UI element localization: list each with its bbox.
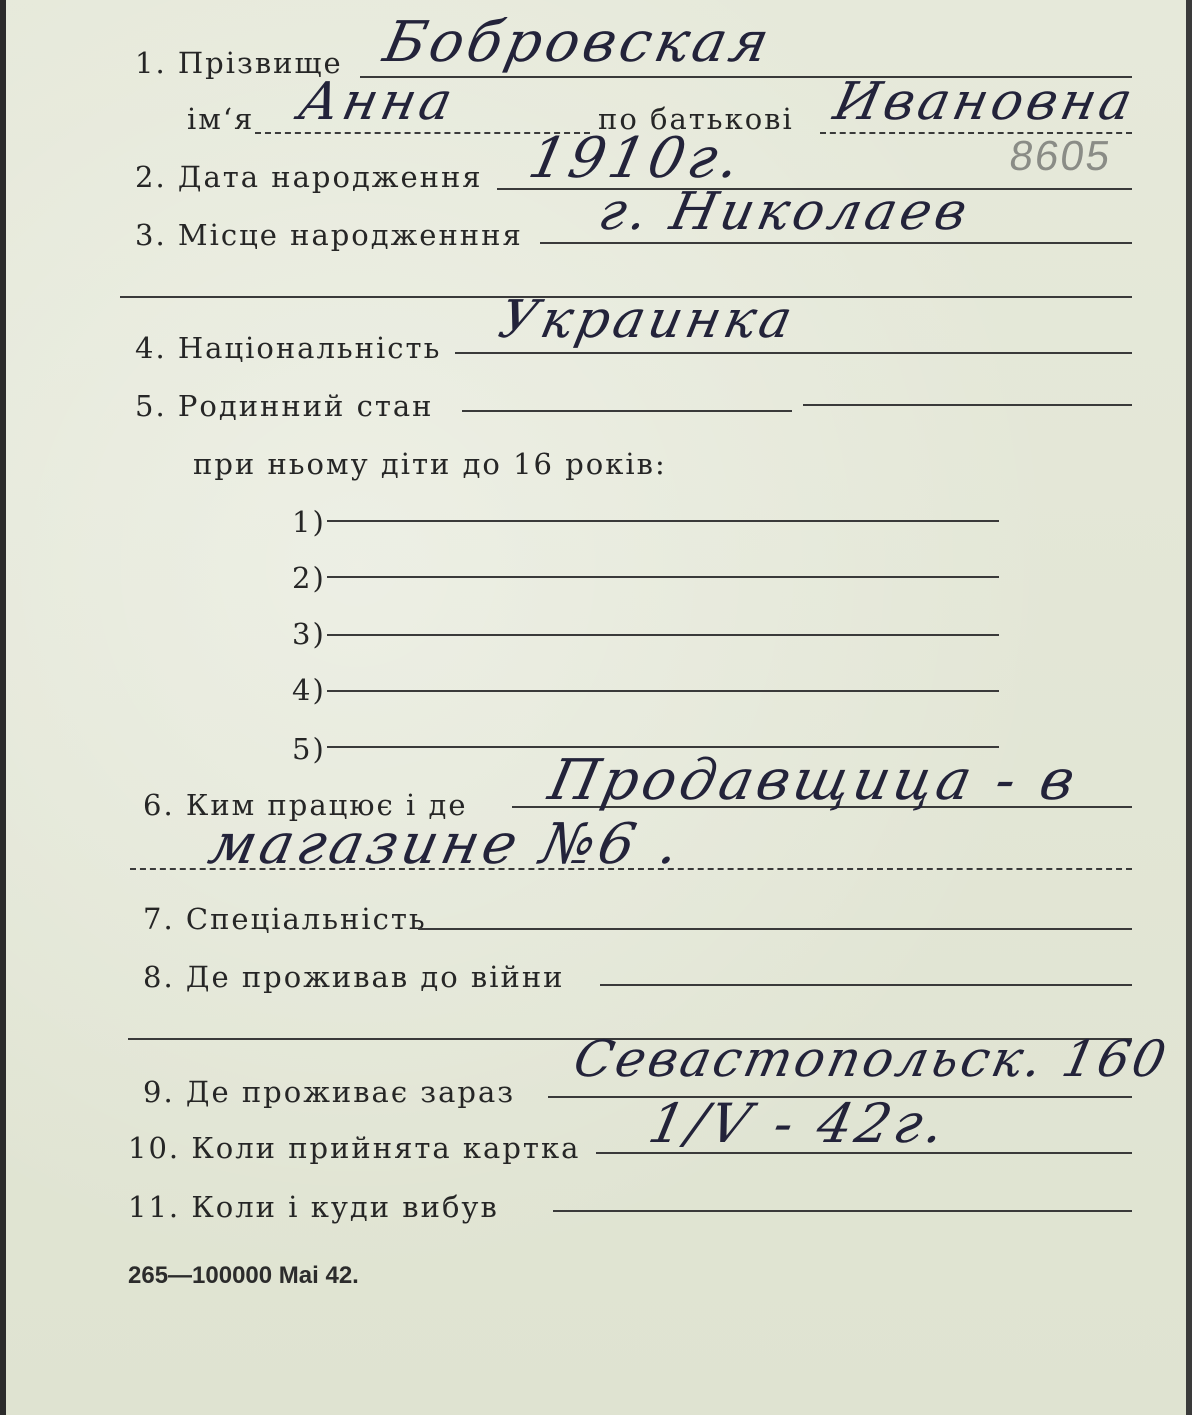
child-3-label: 3) [292,617,326,651]
child-4-line [327,690,999,692]
child-1-line [327,520,999,522]
child-4-label: 4) [292,673,326,707]
card-accepted-label: 10. Коли прийнята картка [128,1131,581,1165]
occupation-value-line2: магазине №6 . [203,812,690,877]
specialty-label: 7. Спеціальність [143,902,427,936]
birth-date-value: 1910г. [523,126,750,191]
patronymic-value: Ивановна [828,72,1142,132]
child-1-label: 1) [292,505,326,539]
archive-number: 8605 [1006,132,1115,179]
birth-place-label: 3. Місце народженння [135,218,523,252]
marital-status-line-a [462,410,792,412]
marital-status-line-b [803,404,1132,406]
print-info: 265—100000 Mai 42. [128,1262,359,1289]
birth-place-value: г. Николаев [593,182,977,242]
photo-edge-right [1186,0,1192,1415]
prewar-residence-line [600,984,1132,986]
current-residence-value: Севастопольск. 160 [568,1030,1174,1088]
prewar-residence-label: 8. Де проживав до війни [143,960,565,994]
child-3-line [327,634,999,636]
surname-value: Бобровская [378,10,779,75]
photo-edge-left [0,0,6,1415]
birth-place-line [540,242,1132,244]
patronymic-label: по батькові [598,102,794,136]
departure-line [553,1210,1132,1212]
surname-label: 1. Прізвище [135,46,343,80]
nationality-line [455,352,1132,354]
occupation-value-line1: Продавщица - в [543,748,1085,813]
nationality-value: Украинка [493,290,802,350]
first-name-value: Анна [293,72,462,132]
child-2-label: 2) [292,561,326,595]
current-residence-label: 9. Де проживає зараз [143,1075,516,1109]
child-2-line [327,576,999,578]
departure-label: 11. Коли і куди вибув [128,1190,499,1224]
birth-date-label: 2. Дата народження [135,160,483,194]
nationality-label: 4. Національність [135,331,442,365]
child-5-label: 5) [292,732,326,766]
marital-status-label: 5. Родинний стан [135,389,434,423]
children-label: при ньому діти до 16 років: [193,447,667,481]
first-name-label: ім‘я [187,102,255,136]
specialty-line [418,928,1132,930]
card-accepted-value: 1/V - 42г. [643,1092,954,1155]
occupation-label: 6. Ким працює і де [143,788,468,822]
